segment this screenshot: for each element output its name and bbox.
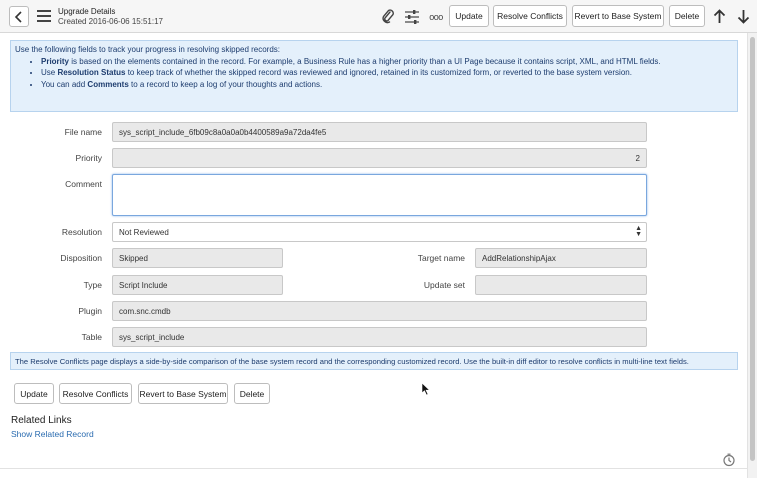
bottom-update-button[interactable]: Update [14, 383, 54, 404]
personalize-form-button[interactable] [403, 8, 421, 25]
plugin-field: com.snc.cmdb [112, 301, 647, 321]
back-button[interactable] [9, 6, 29, 27]
hamburger-menu-icon[interactable] [37, 10, 51, 22]
more-options-icon[interactable]: ooo [429, 11, 443, 22]
target-name-field: AddRelationshipAjax [475, 248, 647, 268]
form-title [58, 7, 163, 27]
bottom-delete-button[interactable]: Delete [234, 383, 270, 404]
info-list [41, 56, 733, 91]
mouse-pointer-icon [421, 382, 431, 396]
update-set-field [475, 275, 647, 295]
resolution-label: Resolution [61, 227, 102, 237]
target-name-label: Target name [417, 253, 465, 263]
attachment-button[interactable] [380, 8, 396, 25]
response-time-icon[interactable] [722, 453, 736, 467]
next-record-button[interactable] [735, 8, 751, 25]
resolution-select[interactable] [112, 222, 647, 242]
show-related-record-link[interactable]: Show Related Record [11, 429, 94, 439]
arrow-up-icon [713, 9, 726, 24]
select-arrows-icon: ▲ ▼ [635, 225, 642, 238]
comment-label: Comment [65, 179, 102, 189]
resolve-conflicts-button[interactable]: Resolve Conflicts [493, 5, 567, 27]
file-name-label: File name [64, 127, 102, 137]
table-label: Table [81, 332, 102, 342]
file-name-field: sys_script_include_6fb09c8a0a0a0b4400589a9a72da4fe5 [112, 122, 647, 142]
related-links-title: Related Links [11, 415, 72, 426]
created-timestamp: Created 2016-06-06 15:51:17 [58, 17, 163, 26]
info-item-priority: • Priority is based on the elements contained in the record. For example, a Business Rule has a higher priority than a UI Page because it contains script, XML, and HTML fields. [41, 56, 733, 68]
table-field: sys_script_include [112, 327, 647, 347]
info-item-comments: • You can add Comments to a record to keep a log of your thoughts and actions. [41, 79, 733, 91]
update-set-label: Update set [423, 280, 465, 290]
comment-textarea[interactable] [112, 174, 647, 216]
arrow-down-icon [737, 9, 750, 24]
disposition-field: Skipped [112, 248, 283, 268]
priority-field: 2 [112, 148, 647, 168]
bottom-revert-button[interactable]: Revert to Base System [138, 383, 228, 404]
disposition-label: Disposition [60, 253, 102, 263]
update-button[interactable]: Update [449, 5, 489, 27]
delete-button[interactable]: Delete [669, 5, 705, 27]
info-item-resolution: • Use Resolution Status to keep track of whether the skipped record was reviewed and ignored, retained in its customized form, or reverted to the base system version. [41, 67, 733, 79]
paperclip-icon [381, 9, 395, 24]
revert-to-base-system-button[interactable]: Revert to Base System [572, 5, 664, 27]
form-header [0, 0, 757, 33]
resolve-conflicts-note: The Resolve Conflicts page displays a side-by-side comparison of the base system record and the corresponding customized record. Use the built-in diff editor to resolve conflicts in multi-line text fields. [10, 352, 738, 370]
scrollbar-thumb[interactable] [750, 37, 755, 461]
resolution-value: Not Reviewed [119, 227, 169, 237]
previous-record-button[interactable] [711, 8, 727, 25]
type-field: Script Include [112, 275, 283, 295]
chevron-left-icon [14, 11, 24, 23]
info-intro: Use the following fields to track your progress in resolving skipped records: [15, 45, 281, 54]
page-title: Upgrade Details [58, 7, 116, 16]
type-label: Type [83, 280, 102, 290]
bottom-resolve-conflicts-button[interactable]: Resolve Conflicts [59, 383, 132, 404]
vertical-scrollbar[interactable] [747, 33, 757, 478]
sliders-icon [404, 9, 420, 25]
priority-label: Priority [75, 153, 102, 163]
divider [0, 468, 747, 469]
info-message [10, 40, 738, 112]
plugin-label: Plugin [78, 306, 102, 316]
